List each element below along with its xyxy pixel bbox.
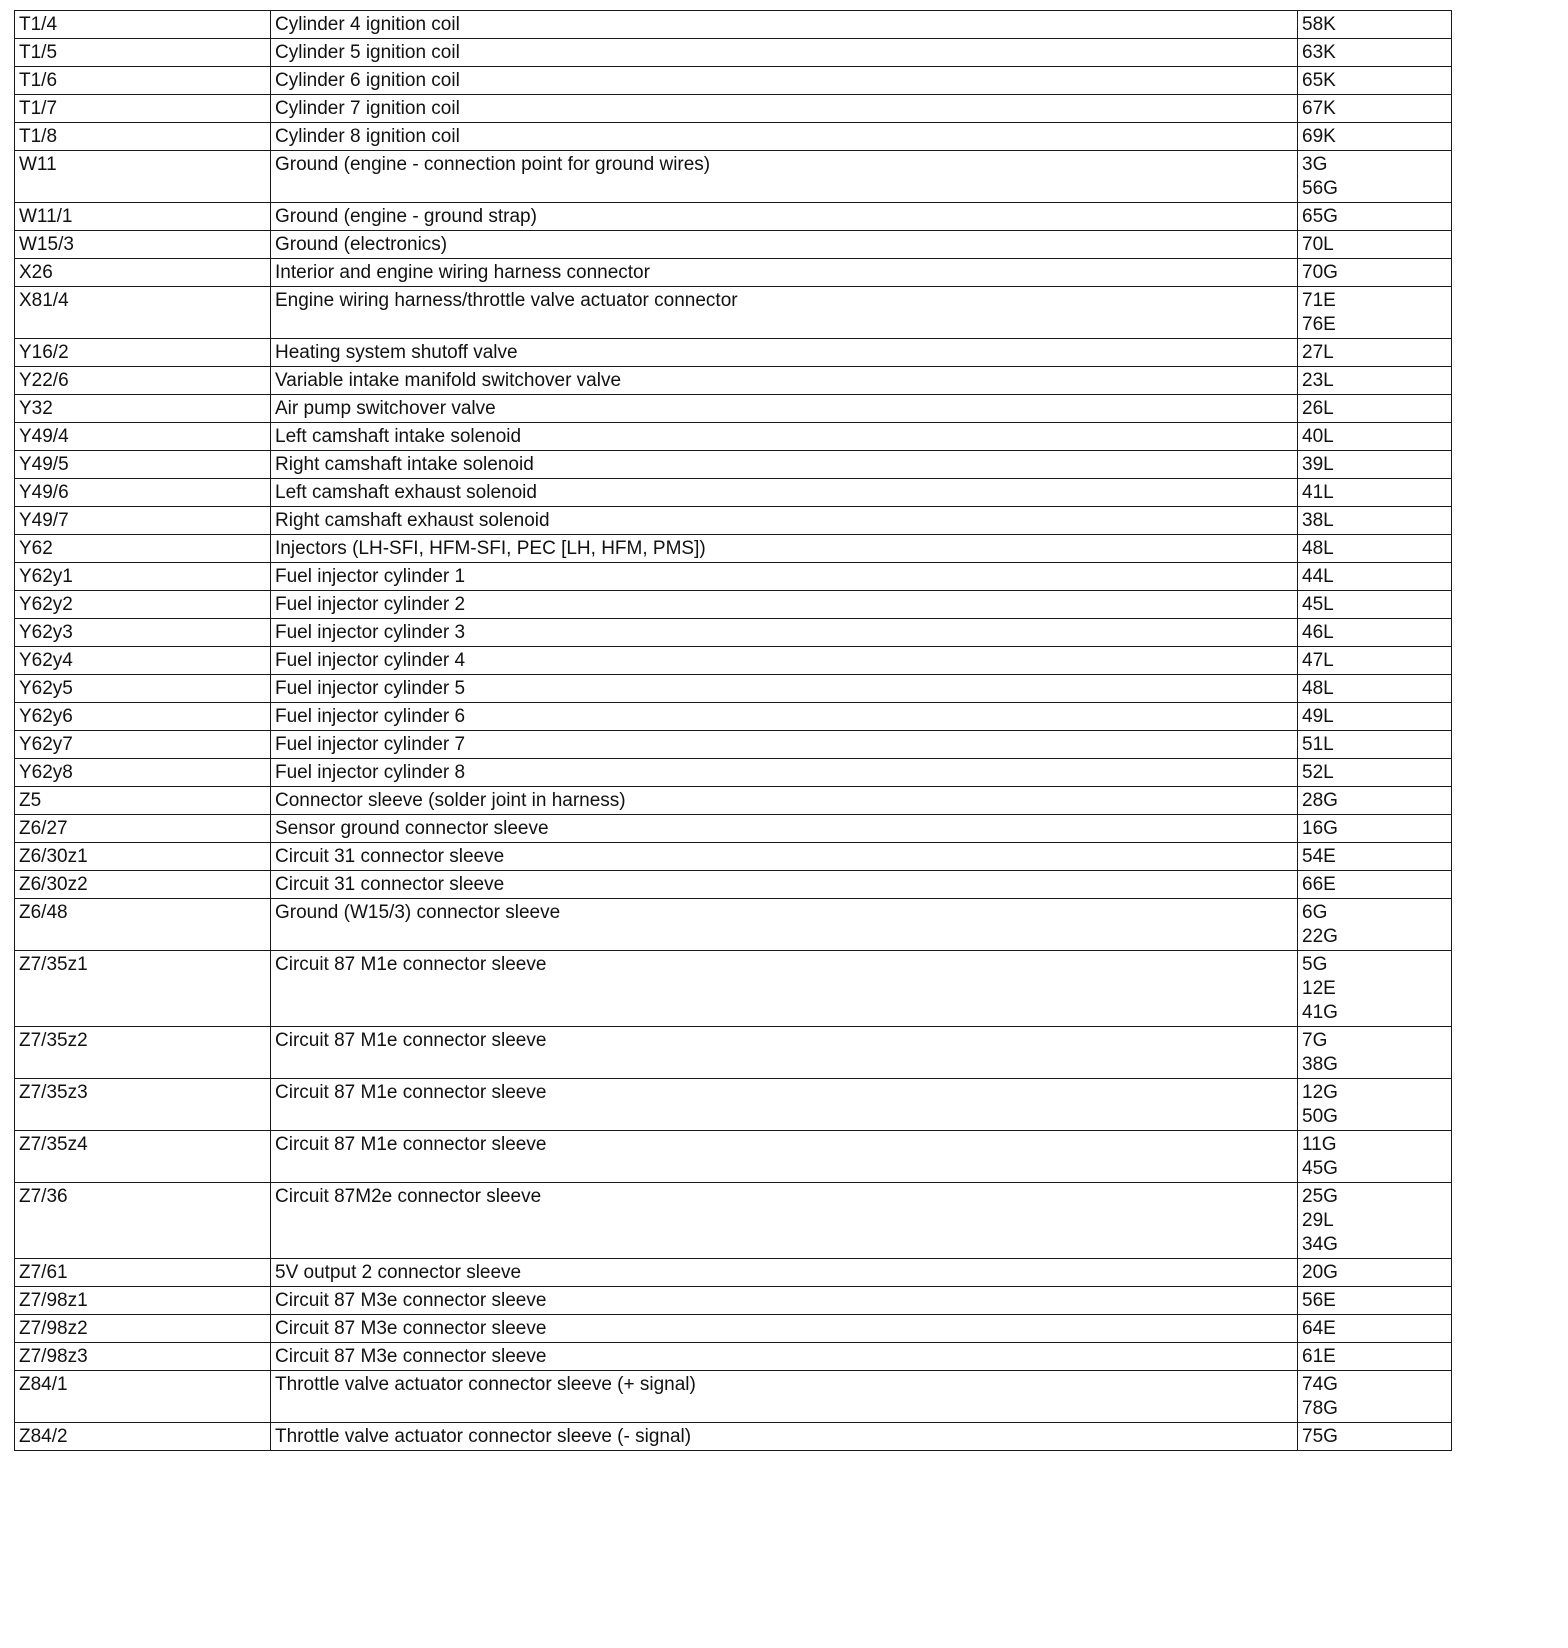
grid-location-cell [1298, 871, 1452, 899]
grid-location-cell [1298, 619, 1452, 647]
component-description-cell: Circuit 87 M3e connector sleeve [271, 1343, 1298, 1371]
table-row [15, 843, 1452, 871]
table-row [15, 1371, 1452, 1423]
table-row [15, 259, 1452, 287]
component-code-cell: Z7/35z3 [15, 1079, 271, 1131]
grid-location: 46L [1302, 622, 1334, 643]
component-description-cell: Ground (engine - connection point for ground wires) [271, 151, 1298, 203]
grid-location: 58K [1302, 14, 1336, 35]
grid-location: 5G [1302, 954, 1328, 975]
table-row [15, 95, 1452, 123]
component-code-cell: Y22/6 [15, 367, 271, 395]
component-description-cell: Cylinder 4 ignition coil [271, 11, 1298, 39]
grid-location: 74G [1302, 1374, 1338, 1395]
grid-location-cell [1298, 815, 1452, 843]
component-description-cell: Circuit 87M2e connector sleeve [271, 1183, 1298, 1259]
grid-location: 65G [1302, 206, 1338, 227]
grid-location-cell [1298, 287, 1452, 339]
component-description-cell: Fuel injector cylinder 6 [271, 703, 1298, 731]
component-description-cell: Throttle valve actuator connector sleeve (+ signal) [271, 1371, 1298, 1423]
component-code-cell: Z84/2 [15, 1423, 271, 1451]
component-legend-table [14, 10, 1452, 1451]
grid-location: 75G [1302, 1426, 1338, 1447]
table-row [15, 1131, 1452, 1183]
table-row [15, 151, 1452, 203]
component-code-cell: Y49/4 [15, 423, 271, 451]
component-description-cell: Ground (electronics) [271, 231, 1298, 259]
grid-location: 6G [1302, 902, 1328, 923]
grid-location-cell [1298, 39, 1452, 67]
component-description-cell: Cylinder 8 ignition coil [271, 123, 1298, 151]
grid-location-cell [1298, 423, 1452, 451]
grid-location-cell [1298, 1371, 1452, 1423]
grid-location: 61E [1302, 1346, 1336, 1367]
grid-location-cell [1298, 647, 1452, 675]
component-description-cell: Fuel injector cylinder 3 [271, 619, 1298, 647]
table-row [15, 1287, 1452, 1315]
grid-location: 49L [1302, 706, 1334, 727]
component-code-cell: Y49/6 [15, 479, 271, 507]
grid-location: 76E [1302, 314, 1336, 335]
grid-location: 41L [1302, 482, 1334, 503]
grid-location-cell [1298, 1183, 1452, 1259]
component-code-cell: Y62y8 [15, 759, 271, 787]
component-description-cell: Circuit 87 M1e connector sleeve [271, 951, 1298, 1027]
grid-location-cell [1298, 259, 1452, 287]
grid-location-cell [1298, 951, 1452, 1027]
component-code-cell: Z7/35z4 [15, 1131, 271, 1183]
grid-location: 34G [1302, 1234, 1338, 1255]
grid-location: 23L [1302, 370, 1334, 391]
table-row [15, 123, 1452, 151]
grid-location: 69K [1302, 126, 1336, 147]
component-description-cell: Circuit 31 connector sleeve [271, 871, 1298, 899]
grid-location: 44L [1302, 566, 1334, 587]
table-row [15, 647, 1452, 675]
grid-location: 45L [1302, 594, 1334, 615]
grid-location: 78G [1302, 1398, 1338, 1419]
component-code-cell: T1/7 [15, 95, 271, 123]
table-row [15, 395, 1452, 423]
component-description-cell: Cylinder 5 ignition coil [271, 39, 1298, 67]
grid-location-cell [1298, 451, 1452, 479]
grid-location-cell [1298, 231, 1452, 259]
table-row [15, 67, 1452, 95]
grid-location: 20G [1302, 1262, 1338, 1283]
table-row [15, 1259, 1452, 1287]
grid-location-cell [1298, 395, 1452, 423]
grid-location-cell [1298, 843, 1452, 871]
grid-location-cell [1298, 507, 1452, 535]
component-description-cell: Fuel injector cylinder 2 [271, 591, 1298, 619]
component-description-cell: Fuel injector cylinder 5 [271, 675, 1298, 703]
grid-location-cell [1298, 123, 1452, 151]
table-row [15, 731, 1452, 759]
grid-location: 47L [1302, 650, 1334, 671]
grid-location-cell [1298, 787, 1452, 815]
component-code-cell: Z7/35z2 [15, 1027, 271, 1079]
table-row [15, 367, 1452, 395]
grid-location-cell [1298, 339, 1452, 367]
table-row [15, 759, 1452, 787]
grid-location: 63K [1302, 42, 1336, 63]
component-description-cell: Circuit 87 M1e connector sleeve [271, 1027, 1298, 1079]
grid-location: 54E [1302, 846, 1336, 867]
grid-location: 65K [1302, 70, 1336, 91]
table-row [15, 451, 1452, 479]
grid-location: 27L [1302, 342, 1334, 363]
grid-location-cell [1298, 703, 1452, 731]
grid-location-cell [1298, 1259, 1452, 1287]
grid-location-cell [1298, 367, 1452, 395]
component-code-cell: Y62y6 [15, 703, 271, 731]
component-description-cell: Fuel injector cylinder 8 [271, 759, 1298, 787]
table-row [15, 563, 1452, 591]
grid-location: 56E [1302, 1290, 1336, 1311]
table-row [15, 39, 1452, 67]
grid-location: 26L [1302, 398, 1334, 419]
component-code-cell: Z7/61 [15, 1259, 271, 1287]
component-code-cell: Z5 [15, 787, 271, 815]
component-description-cell: Cylinder 6 ignition coil [271, 67, 1298, 95]
table-row [15, 787, 1452, 815]
table-row [15, 423, 1452, 451]
component-description-cell: Injectors (LH-SFI, HFM-SFI, PEC [LH, HFM, PMS]) [271, 535, 1298, 563]
component-code-cell: Y49/7 [15, 507, 271, 535]
table-row [15, 703, 1452, 731]
grid-location-cell [1298, 1027, 1452, 1079]
grid-location: 50G [1302, 1106, 1338, 1127]
component-code-cell: T1/8 [15, 123, 271, 151]
grid-location: 52L [1302, 762, 1334, 783]
component-code-cell: Y62y4 [15, 647, 271, 675]
component-description-cell: Ground (W15/3) connector sleeve [271, 899, 1298, 951]
grid-location: 38L [1302, 510, 1334, 531]
table-row [15, 535, 1452, 563]
component-code-cell: Y49/5 [15, 451, 271, 479]
component-code-cell: Y62y5 [15, 675, 271, 703]
component-code-cell: Z6/27 [15, 815, 271, 843]
component-description-cell: Air pump switchover valve [271, 395, 1298, 423]
table-row [15, 339, 1452, 367]
component-description-cell: Left camshaft exhaust solenoid [271, 479, 1298, 507]
table-row [15, 1027, 1452, 1079]
grid-location: 22G [1302, 926, 1338, 947]
component-code-cell: Z6/30z2 [15, 871, 271, 899]
table-row [15, 815, 1452, 843]
table-row [15, 11, 1452, 39]
table-row [15, 1079, 1452, 1131]
grid-location: 25G [1302, 1186, 1338, 1207]
table-row [15, 899, 1452, 951]
component-code-cell: Y62y7 [15, 731, 271, 759]
grid-location-cell [1298, 1079, 1452, 1131]
grid-location: 71E [1302, 290, 1336, 311]
component-description-cell: 5V output 2 connector sleeve [271, 1259, 1298, 1287]
grid-location: 29L [1302, 1210, 1334, 1231]
grid-location-cell [1298, 479, 1452, 507]
table-row [15, 1183, 1452, 1259]
grid-location: 16G [1302, 818, 1338, 839]
component-code-cell: W11 [15, 151, 271, 203]
component-description-cell: Circuit 87 M3e connector sleeve [271, 1287, 1298, 1315]
component-description-cell: Fuel injector cylinder 7 [271, 731, 1298, 759]
component-description-cell: Cylinder 7 ignition coil [271, 95, 1298, 123]
component-description-cell: Fuel injector cylinder 4 [271, 647, 1298, 675]
component-description-cell: Throttle valve actuator connector sleeve (- signal) [271, 1423, 1298, 1451]
grid-location-cell [1298, 151, 1452, 203]
table-row [15, 1423, 1452, 1451]
grid-location-cell [1298, 535, 1452, 563]
grid-location: 66E [1302, 874, 1336, 895]
component-code-cell: Z6/48 [15, 899, 271, 951]
component-description-cell: Interior and engine wiring harness connector [271, 259, 1298, 287]
grid-location: 12E [1302, 978, 1336, 999]
grid-location: 64E [1302, 1318, 1336, 1339]
grid-location: 28G [1302, 790, 1338, 811]
component-code-cell: Y62y2 [15, 591, 271, 619]
component-code-cell: T1/6 [15, 67, 271, 95]
grid-location: 70G [1302, 262, 1338, 283]
grid-location-cell [1298, 563, 1452, 591]
component-code-cell: Y62y1 [15, 563, 271, 591]
grid-location-cell [1298, 731, 1452, 759]
component-code-cell: Y62y3 [15, 619, 271, 647]
component-code-cell: X26 [15, 259, 271, 287]
table-row [15, 675, 1452, 703]
component-description-cell: Circuit 87 M3e connector sleeve [271, 1315, 1298, 1343]
component-code-cell: T1/4 [15, 11, 271, 39]
table-row [15, 951, 1452, 1027]
component-description-cell: Connector sleeve (solder joint in harness) [271, 787, 1298, 815]
grid-location-cell [1298, 95, 1452, 123]
grid-location: 70L [1302, 234, 1334, 255]
table-row [15, 591, 1452, 619]
component-code-cell: W15/3 [15, 231, 271, 259]
grid-location: 48L [1302, 678, 1334, 699]
grid-location-cell [1298, 675, 1452, 703]
component-description-cell: Right camshaft intake solenoid [271, 451, 1298, 479]
table-row [15, 871, 1452, 899]
grid-location-cell [1298, 759, 1452, 787]
grid-location: 3G [1302, 154, 1328, 175]
table-row [15, 1343, 1452, 1371]
component-code-cell: Z7/98z3 [15, 1343, 271, 1371]
component-description-cell: Left camshaft intake solenoid [271, 423, 1298, 451]
component-code-cell: W11/1 [15, 203, 271, 231]
grid-location: 67K [1302, 98, 1336, 119]
component-code-cell: Z7/98z2 [15, 1315, 271, 1343]
grid-location: 38G [1302, 1054, 1338, 1075]
grid-location-cell [1298, 67, 1452, 95]
grid-location-cell [1298, 1343, 1452, 1371]
component-description-cell: Right camshaft exhaust solenoid [271, 507, 1298, 535]
component-description-cell: Sensor ground connector sleeve [271, 815, 1298, 843]
component-code-cell: Y16/2 [15, 339, 271, 367]
component-description-cell: Circuit 87 M1e connector sleeve [271, 1079, 1298, 1131]
grid-location: 7G [1302, 1030, 1328, 1051]
component-description-cell: Circuit 87 M1e connector sleeve [271, 1131, 1298, 1183]
table-row [15, 479, 1452, 507]
table-row [15, 287, 1452, 339]
component-description-cell: Ground (engine - ground strap) [271, 203, 1298, 231]
legend-table-body [15, 11, 1452, 1451]
grid-location: 45G [1302, 1158, 1338, 1179]
component-code-cell: Y32 [15, 395, 271, 423]
table-row [15, 619, 1452, 647]
component-code-cell: Z7/98z1 [15, 1287, 271, 1315]
table-row [15, 231, 1452, 259]
component-code-cell: Y62 [15, 535, 271, 563]
table-row [15, 1315, 1452, 1343]
grid-location: 48L [1302, 538, 1334, 559]
component-description-cell: Circuit 31 connector sleeve [271, 843, 1298, 871]
grid-location-cell [1298, 591, 1452, 619]
grid-location-cell [1298, 1287, 1452, 1315]
grid-location: 11G [1302, 1134, 1337, 1155]
component-code-cell: X81/4 [15, 287, 271, 339]
component-description-cell: Variable intake manifold switchover valve [271, 367, 1298, 395]
grid-location-cell [1298, 899, 1452, 951]
grid-location-cell [1298, 1131, 1452, 1183]
component-code-cell: T1/5 [15, 39, 271, 67]
component-code-cell: Z6/30z1 [15, 843, 271, 871]
grid-location-cell [1298, 203, 1452, 231]
component-code-cell: Z84/1 [15, 1371, 271, 1423]
grid-location-cell [1298, 1315, 1452, 1343]
component-description-cell: Heating system shutoff valve [271, 339, 1298, 367]
component-description-cell: Fuel injector cylinder 1 [271, 563, 1298, 591]
grid-location: 56G [1302, 178, 1338, 199]
table-row [15, 203, 1452, 231]
grid-location: 51L [1302, 734, 1334, 755]
grid-location: 40L [1302, 426, 1334, 447]
component-code-cell: Z7/35z1 [15, 951, 271, 1027]
grid-location: 12G [1302, 1082, 1338, 1103]
grid-location-cell [1298, 11, 1452, 39]
grid-location: 39L [1302, 454, 1334, 475]
grid-location-cell [1298, 1423, 1452, 1451]
component-description-cell: Engine wiring harness/throttle valve actuator connector [271, 287, 1298, 339]
table-row [15, 507, 1452, 535]
grid-location: 41G [1302, 1002, 1338, 1023]
component-legend-sheet [14, 10, 1451, 1451]
component-code-cell: Z7/36 [15, 1183, 271, 1259]
